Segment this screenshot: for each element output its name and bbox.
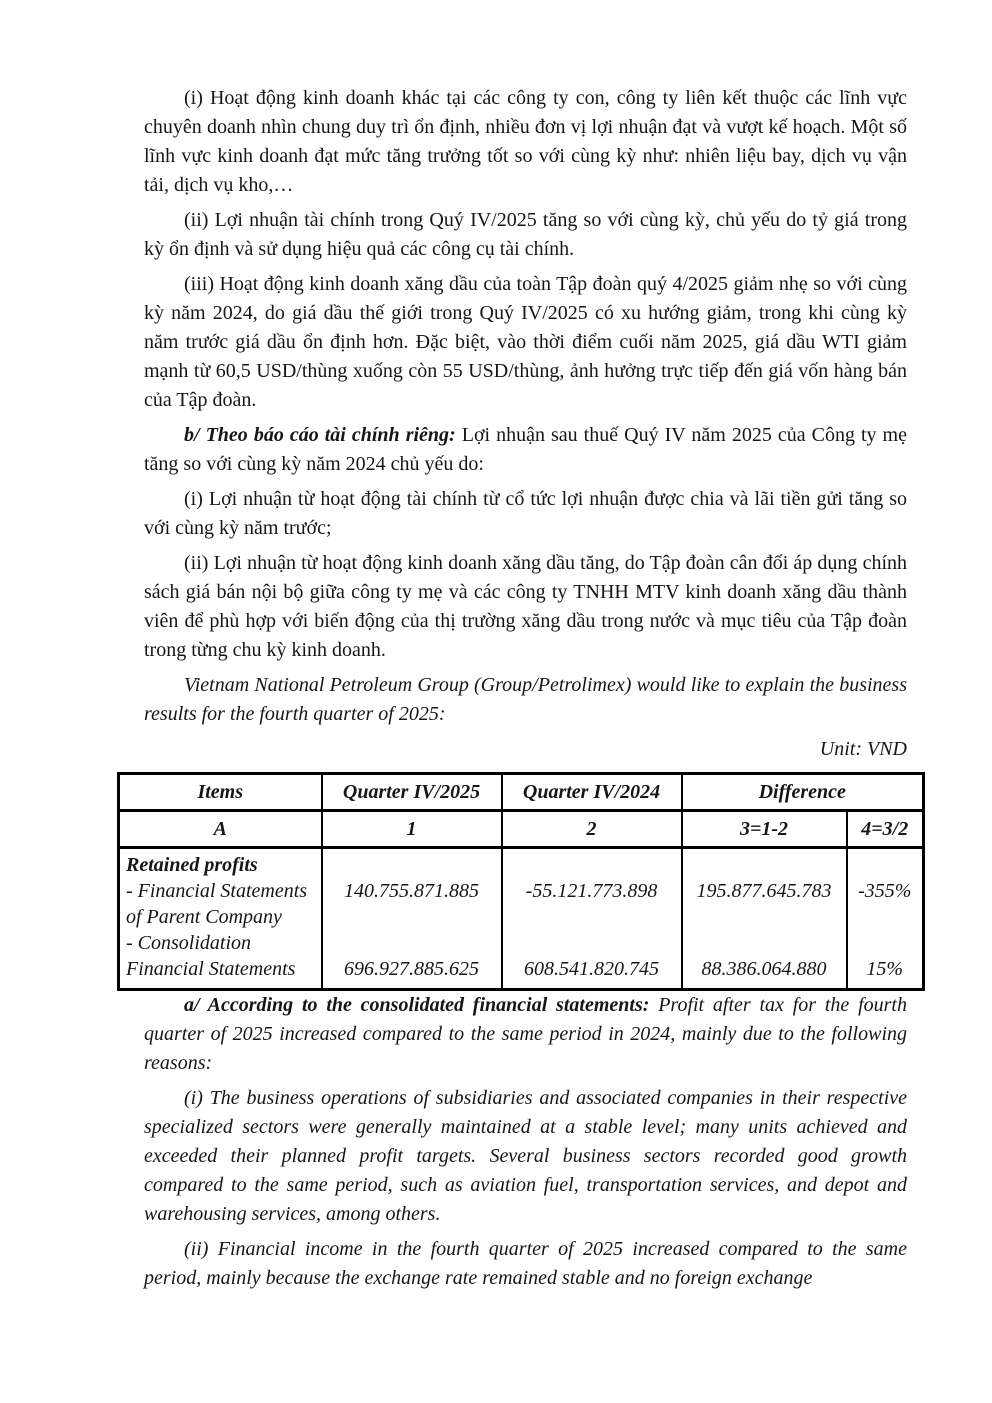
q2024-consolidation-value: 608.541.820.745 [524,958,659,980]
q2025-parent-value: 140.755.871.885 [344,880,479,902]
percent-values-cell [847,848,924,990]
row-label-consolidation: - Consolidation Financial Statements [126,932,296,980]
paragraph-en-ii: (ii) Financial income in the fourth quarter of 2025 increased compared to the same period, mainly because the exchange rate remained stable and no foreign exchange [144,1238,907,1289]
paragraph-vi-b [144,421,907,479]
table-subheader-row [119,811,924,848]
paragraph-vi-ii: (ii) Lợi nhuận tài chính trong Quý IV/2025 tăng so với cùng kỳ, chủ yếu do tỷ giá trong kỳ ổn định và sử dụng hiệu quả các công cụ tài chính. [144,209,907,260]
paragraph-en-a [144,991,907,1078]
subheader-2: 2 [502,811,682,848]
financial-results-table [117,772,925,991]
column-header-q2024: Quarter IV/2024 [502,774,682,811]
difference-values-cell [682,848,847,990]
items-cell [119,848,322,990]
difference-consolidation-value: 88.386.064.880 [701,958,827,980]
table-body-row [119,848,924,990]
percent-consolidation-value: 15% [866,958,904,980]
subheader-4: 4=3/2 [847,811,924,848]
q2024-parent-value: -55.121.773.898 [525,880,658,902]
paragraph-vi-b-ii: (ii) Lợi nhuận từ hoạt động kinh doanh xăng dầu tăng, do Tập đoàn cân đối áp dụng chính sách giá bán nội bộ giữa công ty mẹ và các công ty TNHH MTV kinh doanh xăng dầu thành viên để phù hợp với biến động của thị trường xăng dầu trong nước và mục tiêu của Tập đoàn trong từng chu kỳ kinh doanh. [144,552,907,661]
paragraph-vi-i: (i) Hoạt động kinh doanh khác tại các công ty con, công ty liên kết thuộc các lĩnh vực chuyên doanh nhìn chung duy trì ổn định, nhiều đơn vị lợi nhuận đạt và vượt kế hoạch. Một số lĩnh vực kinh doanh đạt mức tăng trưởng tốt so với cùng kỳ như: nhiên liệu bay, dịch vụ vận tải, dịch vụ kho,… [144,87,907,196]
table-header-row [119,774,924,811]
paragraph-vi-iii: (iii) Hoạt động kinh doanh xăng dầu của toàn Tập đoàn quý 4/2025 giảm nhẹ so với cùng kỳ năm 2024, do giá dầu thế giới trong Quý IV/2025 có xu hướng giảm, trong khi cùng kỳ năm trước giá dầu ổn định hơn. Đặc biệt, vào thời điểm cuối năm 2025, giá dầu WTI giảm mạnh từ 60,5 USD/thùng xuống còn 55 USD/thùng, ảnh hưởng trực tiếp đến giá vốn hàng bán của Tập đoàn. [144,273,907,411]
paragraph-vi-b-text: Lợi nhuận sau thuế Quý IV năm 2025 của Công ty mẹ tăng so với cùng kỳ năm 2024 chủ yếu do: [144,424,907,475]
q2025-values-cell [322,848,502,990]
column-header-q2025: Quarter IV/2025 [322,774,502,811]
paragraph-en-a-heading: a/ According to the consolidated financial statements: [184,994,650,1016]
percent-parent-value: -355% [858,880,912,902]
paragraph-en-intro: Vietnam National Petroleum Group (Group/Petrolimex) would like to explain the business results for the fourth quarter of 2025: [144,674,907,725]
subheader-3: 3=1-2 [682,811,847,848]
subheader-a: A [119,811,322,848]
column-header-items: Items [119,774,322,811]
paragraph-vi-b-heading: b/ Theo báo cáo tài chính riêng: [184,424,456,446]
unit-label: Unit: VND [819,738,907,760]
difference-parent-value: 195.877.645.783 [696,880,832,902]
row-group-label: Retained profits [126,854,258,876]
paragraph-en-i: (i) The business operations of subsidiaries and associated companies in their respective specialized sectors were generally maintained at a stable level; many units achieved and exceeded their planned profit targets. Several business sectors recorded good growth compared to the same period, such as aviation fuel, transportation services, and depot and warehousing services, among others. [144,1087,907,1225]
paragraph-en-a-text: Profit after tax for the fourth quarter of 2025 increased compared to the same period in 2024, mainly due to the following reasons: [144,994,907,1074]
paragraph-vi-b-i: (i) Lợi nhuận từ hoạt động tài chính từ cổ tức lợi nhuận được chia và lãi tiền gửi tăng so với cùng kỳ năm trước; [144,488,907,539]
column-header-difference: Difference [682,774,924,811]
document-content [126,84,912,1293]
subheader-1: 1 [322,811,502,848]
row-label-parent-company: - Financial Statements of Parent Company [126,880,308,928]
q2025-consolidation-value: 696.927.885.625 [344,958,479,980]
q2024-values-cell [502,848,682,990]
